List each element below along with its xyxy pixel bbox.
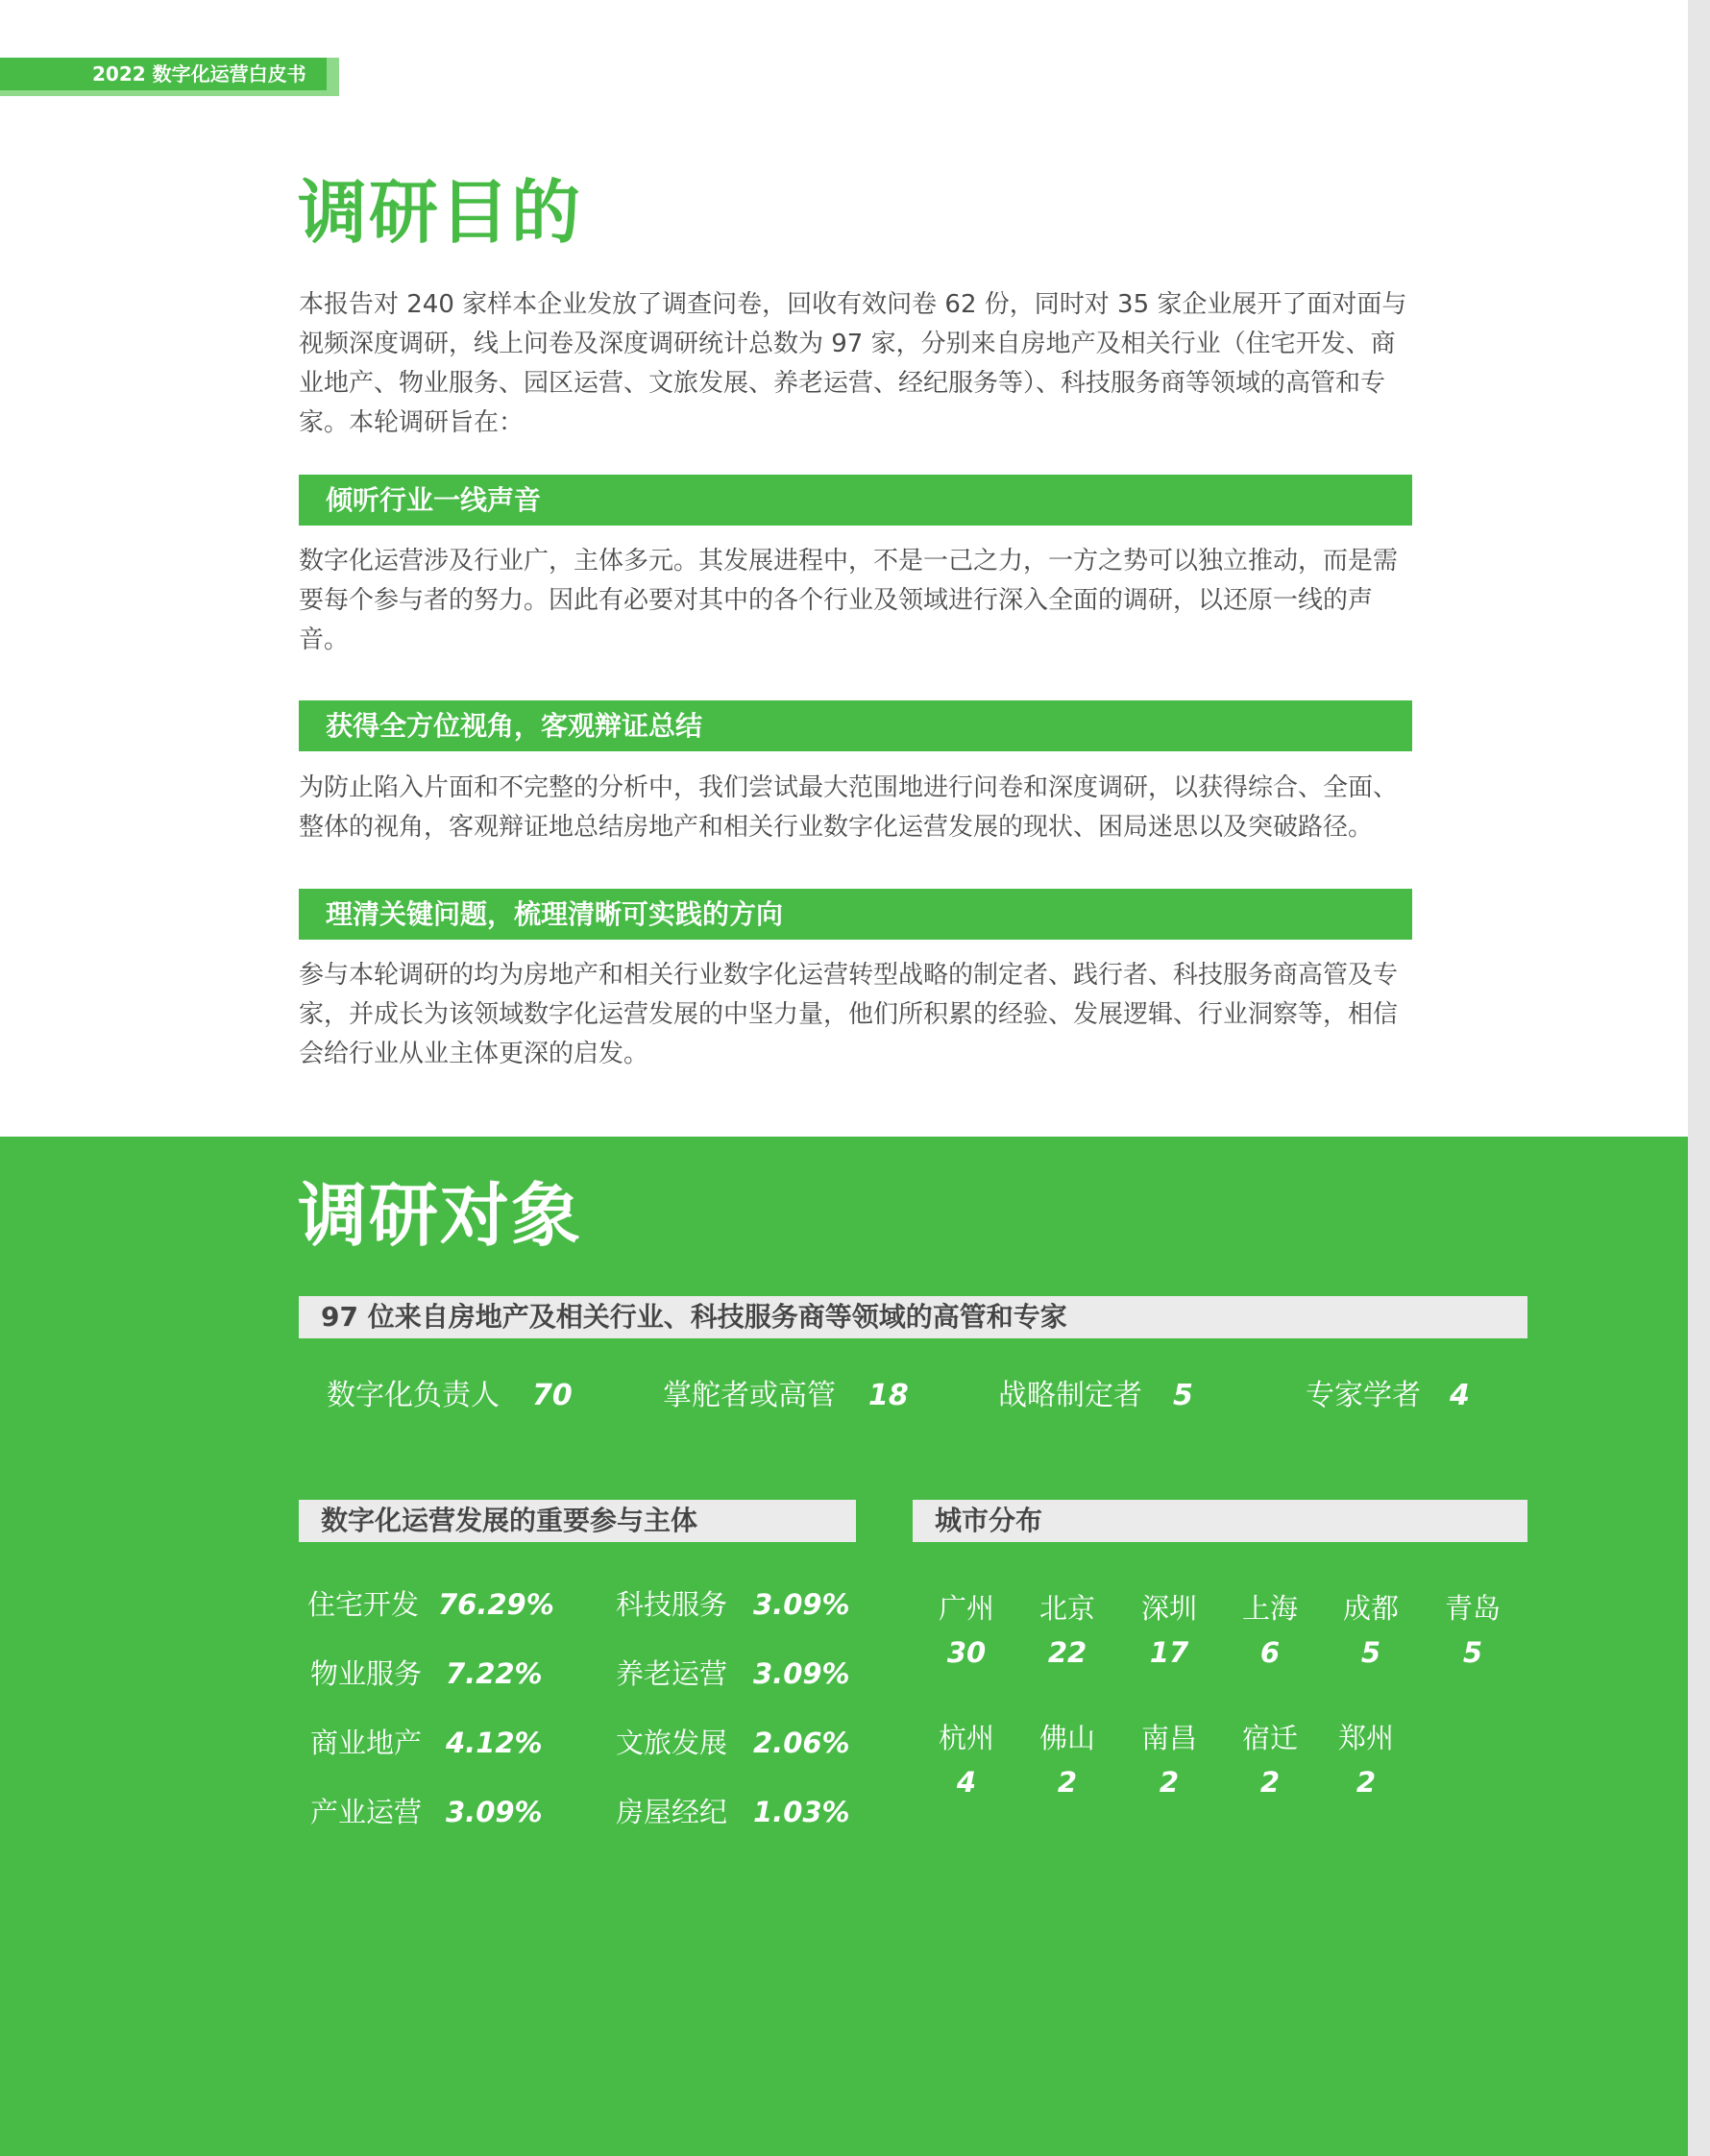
header-tag [0,58,339,96]
purpose-subhead-2 [299,700,1412,751]
city-name: 深圳 [1140,1592,1197,1625]
sectors-bar [299,1500,856,1542]
purpose-title: 调研目的 [298,172,583,253]
city-name: 广州 [938,1592,994,1625]
cities-title: 城市分布 [935,1505,1043,1536]
role-stat [663,1374,909,1418]
sector-item [616,1582,850,1627]
role-count: 5 [1173,1379,1193,1412]
sector-pct: 4.12% [446,1727,543,1759]
city-name: 南昌 [1140,1722,1197,1754]
city-item [1227,1719,1313,1801]
city-count: 30 [946,1636,987,1669]
role-count: 18 [868,1379,909,1412]
city-count: 2 [1259,1766,1281,1799]
sector-item [307,1582,554,1627]
sector-pct: 1.03% [753,1796,850,1828]
sector-pct: 3.09% [753,1588,850,1621]
sector-pct: 3.09% [753,1657,850,1690]
purpose-subhead-1 [299,475,1412,526]
city-count: 2 [1159,1766,1180,1799]
city-name: 上海 [1241,1592,1298,1625]
purpose-body-1: 数字化运营涉及行业广，主体多元。其发展进程中，不是一己之力，一方之势可以独立推动，而是需要每个参与者的努力。因此有必要对其中的各个行业及领域进行深入全面的调研，以还原一线的声音。 [299,547,1399,654]
subjects-summary-text: 97 位来自房地产及相关行业、科技服务商等领域的高管和专家 [321,1301,1067,1333]
city-name: 成都 [1342,1592,1399,1625]
city-item [1227,1589,1313,1672]
sector-item [616,1652,850,1696]
city-name: 杭州 [938,1722,994,1754]
sector-label: 住宅开发 [307,1588,420,1621]
purpose-subhead-3 [299,889,1412,940]
city-item [923,1719,1010,1801]
purpose-subhead-2-text: 获得全方位视角，客观辩证总结 [326,710,703,742]
cities-bar [913,1500,1527,1542]
city-count: 4 [956,1766,977,1799]
city-item [1024,1719,1111,1801]
header-tag-tip [327,58,339,96]
sector-pct: 76.29% [438,1588,554,1621]
subjects-title: 调研对象 [298,1175,583,1256]
city-name: 佛山 [1038,1722,1095,1754]
role-stat [327,1374,573,1418]
purpose-subhead-3-text: 理清关键问题，梳理清晰可实践的方向 [326,898,784,930]
purpose-intro: 本报告对 240 家样本企业发放了调查问卷，回收有效问卷 62 份，同时对 35 家企业展开了面对面与视频深度调研，线上问卷及深度调研统计总数为 97 家，分别来自房地产及相关行业（住宅开发、商业地产、物业服务、园区运营、文旅发展、养老运营、经纪服务等）、科技服务商等领域的高管和专家。本轮调研旨在： [299,290,1407,437]
role-label: 战略制定者 [998,1379,1142,1412]
city-name: 郑州 [1337,1722,1394,1754]
role-stat [1306,1374,1470,1418]
purpose-body-2: 为防止陷入片面和不完整的分析中，我们尝试最大范围地进行问卷和深度调研，以获得综合、全面、整体的视角，客观辩证地总结房地产和相关行业数字化运营发展的现状、困局迷思以及突破路径。 [299,773,1399,842]
city-count: 6 [1259,1636,1281,1669]
sector-pct: 3.09% [446,1796,543,1828]
city-count: 2 [1356,1766,1377,1799]
sector-pct: 7.22% [446,1657,543,1690]
role-label: 专家学者 [1306,1379,1421,1412]
city-item [1024,1589,1111,1672]
purpose-subhead-1-text: 倾听行业一线声音 [326,484,542,516]
city-count: 2 [1057,1766,1078,1799]
subjects-summary-bar [299,1296,1527,1338]
city-count: 5 [1462,1636,1483,1669]
sector-label: 物业服务 [310,1657,423,1690]
sector-item [310,1652,543,1696]
city-item [1328,1589,1414,1672]
city-item [1429,1589,1516,1672]
sector-label: 房屋经纪 [616,1796,728,1828]
city-name: 宿迁 [1241,1722,1298,1754]
city-count: 5 [1360,1636,1381,1669]
city-item [1126,1719,1212,1801]
city-item [1126,1589,1212,1672]
header-tag-text: 2022 数字化运营白皮书 [92,62,306,86]
city-count: 22 [1047,1636,1087,1669]
sector-item [310,1790,543,1834]
sectors-title: 数字化运营发展的重要参与主体 [321,1505,698,1536]
role-label: 掌舵者或高管 [663,1379,836,1412]
sector-label: 产业运营 [310,1796,423,1828]
purpose-body-3: 参与本轮调研的均为房地产和相关行业数字化运营转型战略的制定者、践行者、科技服务商高管及专家，并成长为该领域数字化运营发展的中坚力量，他们所积累的经验、发展逻辑、行业洞察等，相信会给行业从业主体更深的启发。 [299,961,1399,1068]
sector-item [616,1790,850,1834]
city-name: 青岛 [1444,1592,1501,1625]
role-count: 4 [1450,1379,1470,1412]
city-name: 北京 [1038,1592,1095,1625]
sector-item [616,1721,850,1765]
role-label: 数字化负责人 [327,1379,500,1412]
sector-label: 科技服务 [616,1588,728,1621]
sector-label: 文旅发展 [616,1727,728,1759]
sector-label: 养老运营 [616,1657,728,1690]
page-edge [1688,0,1710,2156]
city-item [923,1589,1010,1672]
sector-item [310,1721,543,1765]
sector-pct: 2.06% [753,1727,850,1759]
sector-label: 商业地产 [310,1727,423,1759]
city-item [1323,1719,1409,1801]
header-tag-underline [0,90,327,96]
role-count: 70 [532,1379,573,1412]
city-count: 17 [1149,1636,1189,1669]
role-stat [998,1374,1193,1418]
